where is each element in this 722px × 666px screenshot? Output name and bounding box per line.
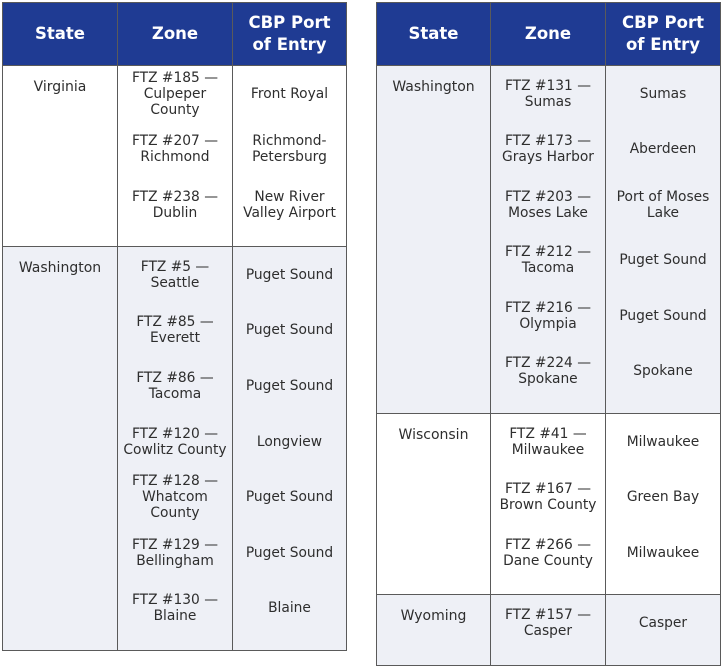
port-entry: Puget Sound: [245, 544, 334, 561]
zone-entry: FTZ #185 — Culpeper County: [131, 69, 219, 118]
zone-entry: FTZ #212 — Tacoma: [504, 244, 592, 277]
zone-entry: FTZ #173 — Grays Harbor: [502, 133, 594, 166]
port-entry: Casper: [638, 615, 688, 631]
zone-column-cell: [491, 595, 606, 666]
zone-entry: FTZ #224 — Spokane: [504, 355, 592, 388]
header-zone: Zone: [491, 3, 606, 66]
port-entry: Front Royal: [250, 85, 329, 102]
port-column-cell: [606, 414, 721, 595]
header-cbp-port: CBP Port of Entry: [233, 3, 347, 66]
state-cell: Virginia: [3, 66, 118, 247]
state-group-row: [377, 414, 721, 595]
port-entry: Milwaukee: [626, 433, 700, 450]
port-entry: Puget Sound: [245, 377, 334, 394]
ftz-table-left: [2, 2, 347, 651]
zone-entry: FTZ #266 — Dane County: [503, 536, 593, 569]
zone-entry: FTZ #203 — Moses Lake: [504, 188, 592, 221]
zone-entry: FTZ #5 — Seattle: [140, 258, 210, 291]
port-entry: Blaine: [268, 600, 311, 617]
header-state: State: [377, 3, 491, 66]
zone-column-cell: [491, 66, 606, 414]
state-cell: Washington: [3, 247, 118, 651]
port-entry: Spokane: [633, 363, 693, 380]
zone-column-cell: [491, 414, 606, 595]
header-zone: Zone: [118, 3, 233, 66]
zone-column-cell: [118, 247, 233, 651]
port-entry: Richmond- Petersburg: [252, 133, 327, 166]
zone-entry: FTZ #238 — Dublin: [131, 188, 219, 221]
state-group-row: [377, 595, 721, 666]
state-group-row: [377, 66, 721, 414]
port-entry: Puget Sound: [245, 266, 334, 283]
port-entry: Green Bay: [626, 489, 700, 506]
port-entry: Aberdeen: [629, 141, 697, 158]
zone-entry: FTZ #41 — Milwaukee: [509, 425, 587, 458]
zone-entry: FTZ #131 — Sumas: [504, 77, 592, 110]
port-entry: Sumas: [639, 85, 687, 102]
zone-entry: FTZ #130 — Blaine: [131, 592, 219, 625]
port-column-cell: [606, 66, 721, 414]
port-entry: New River Valley Airport: [243, 188, 336, 221]
zone-entry: FTZ #85 — Everett: [136, 314, 214, 347]
port-entry: Puget Sound: [245, 489, 334, 506]
port-entry: Milwaukee: [626, 544, 700, 561]
zone-entry: FTZ #207 — Richmond: [131, 133, 219, 166]
port-entry: Puget Sound: [245, 322, 334, 339]
zone-column-cell: [118, 66, 233, 247]
zone-entry: FTZ #120 — Cowlitz County: [123, 425, 227, 458]
port-column-cell: [606, 595, 721, 666]
state-cell: Wisconsin: [377, 414, 491, 595]
port-entry: Port of Moses Lake: [616, 188, 710, 221]
header-cbp-port: CBP Port of Entry: [606, 3, 721, 66]
zone-entry: FTZ #86 — Tacoma: [136, 369, 214, 402]
zone-entry: FTZ #128 — Whatcom County: [131, 473, 219, 522]
port-entry: Puget Sound: [619, 252, 707, 269]
zone-entry: FTZ #129 — Bellingham: [131, 536, 219, 569]
state-cell: Washington: [377, 66, 491, 414]
ftz-table-right: [376, 2, 721, 666]
zone-entry: FTZ #216 — Olympia: [504, 299, 592, 332]
port-column-cell: [233, 66, 347, 247]
state-group-row: [3, 247, 347, 651]
zone-entry: FTZ #157 — Casper: [504, 607, 592, 639]
header-state: State: [3, 3, 118, 66]
port-entry: Longview: [256, 433, 323, 450]
zone-entry: FTZ #167 — Brown County: [499, 481, 597, 514]
port-entry: Puget Sound: [619, 307, 707, 324]
state-cell: Wyoming: [377, 595, 491, 666]
port-column-cell: [233, 247, 347, 651]
state-group-row: [3, 66, 347, 247]
